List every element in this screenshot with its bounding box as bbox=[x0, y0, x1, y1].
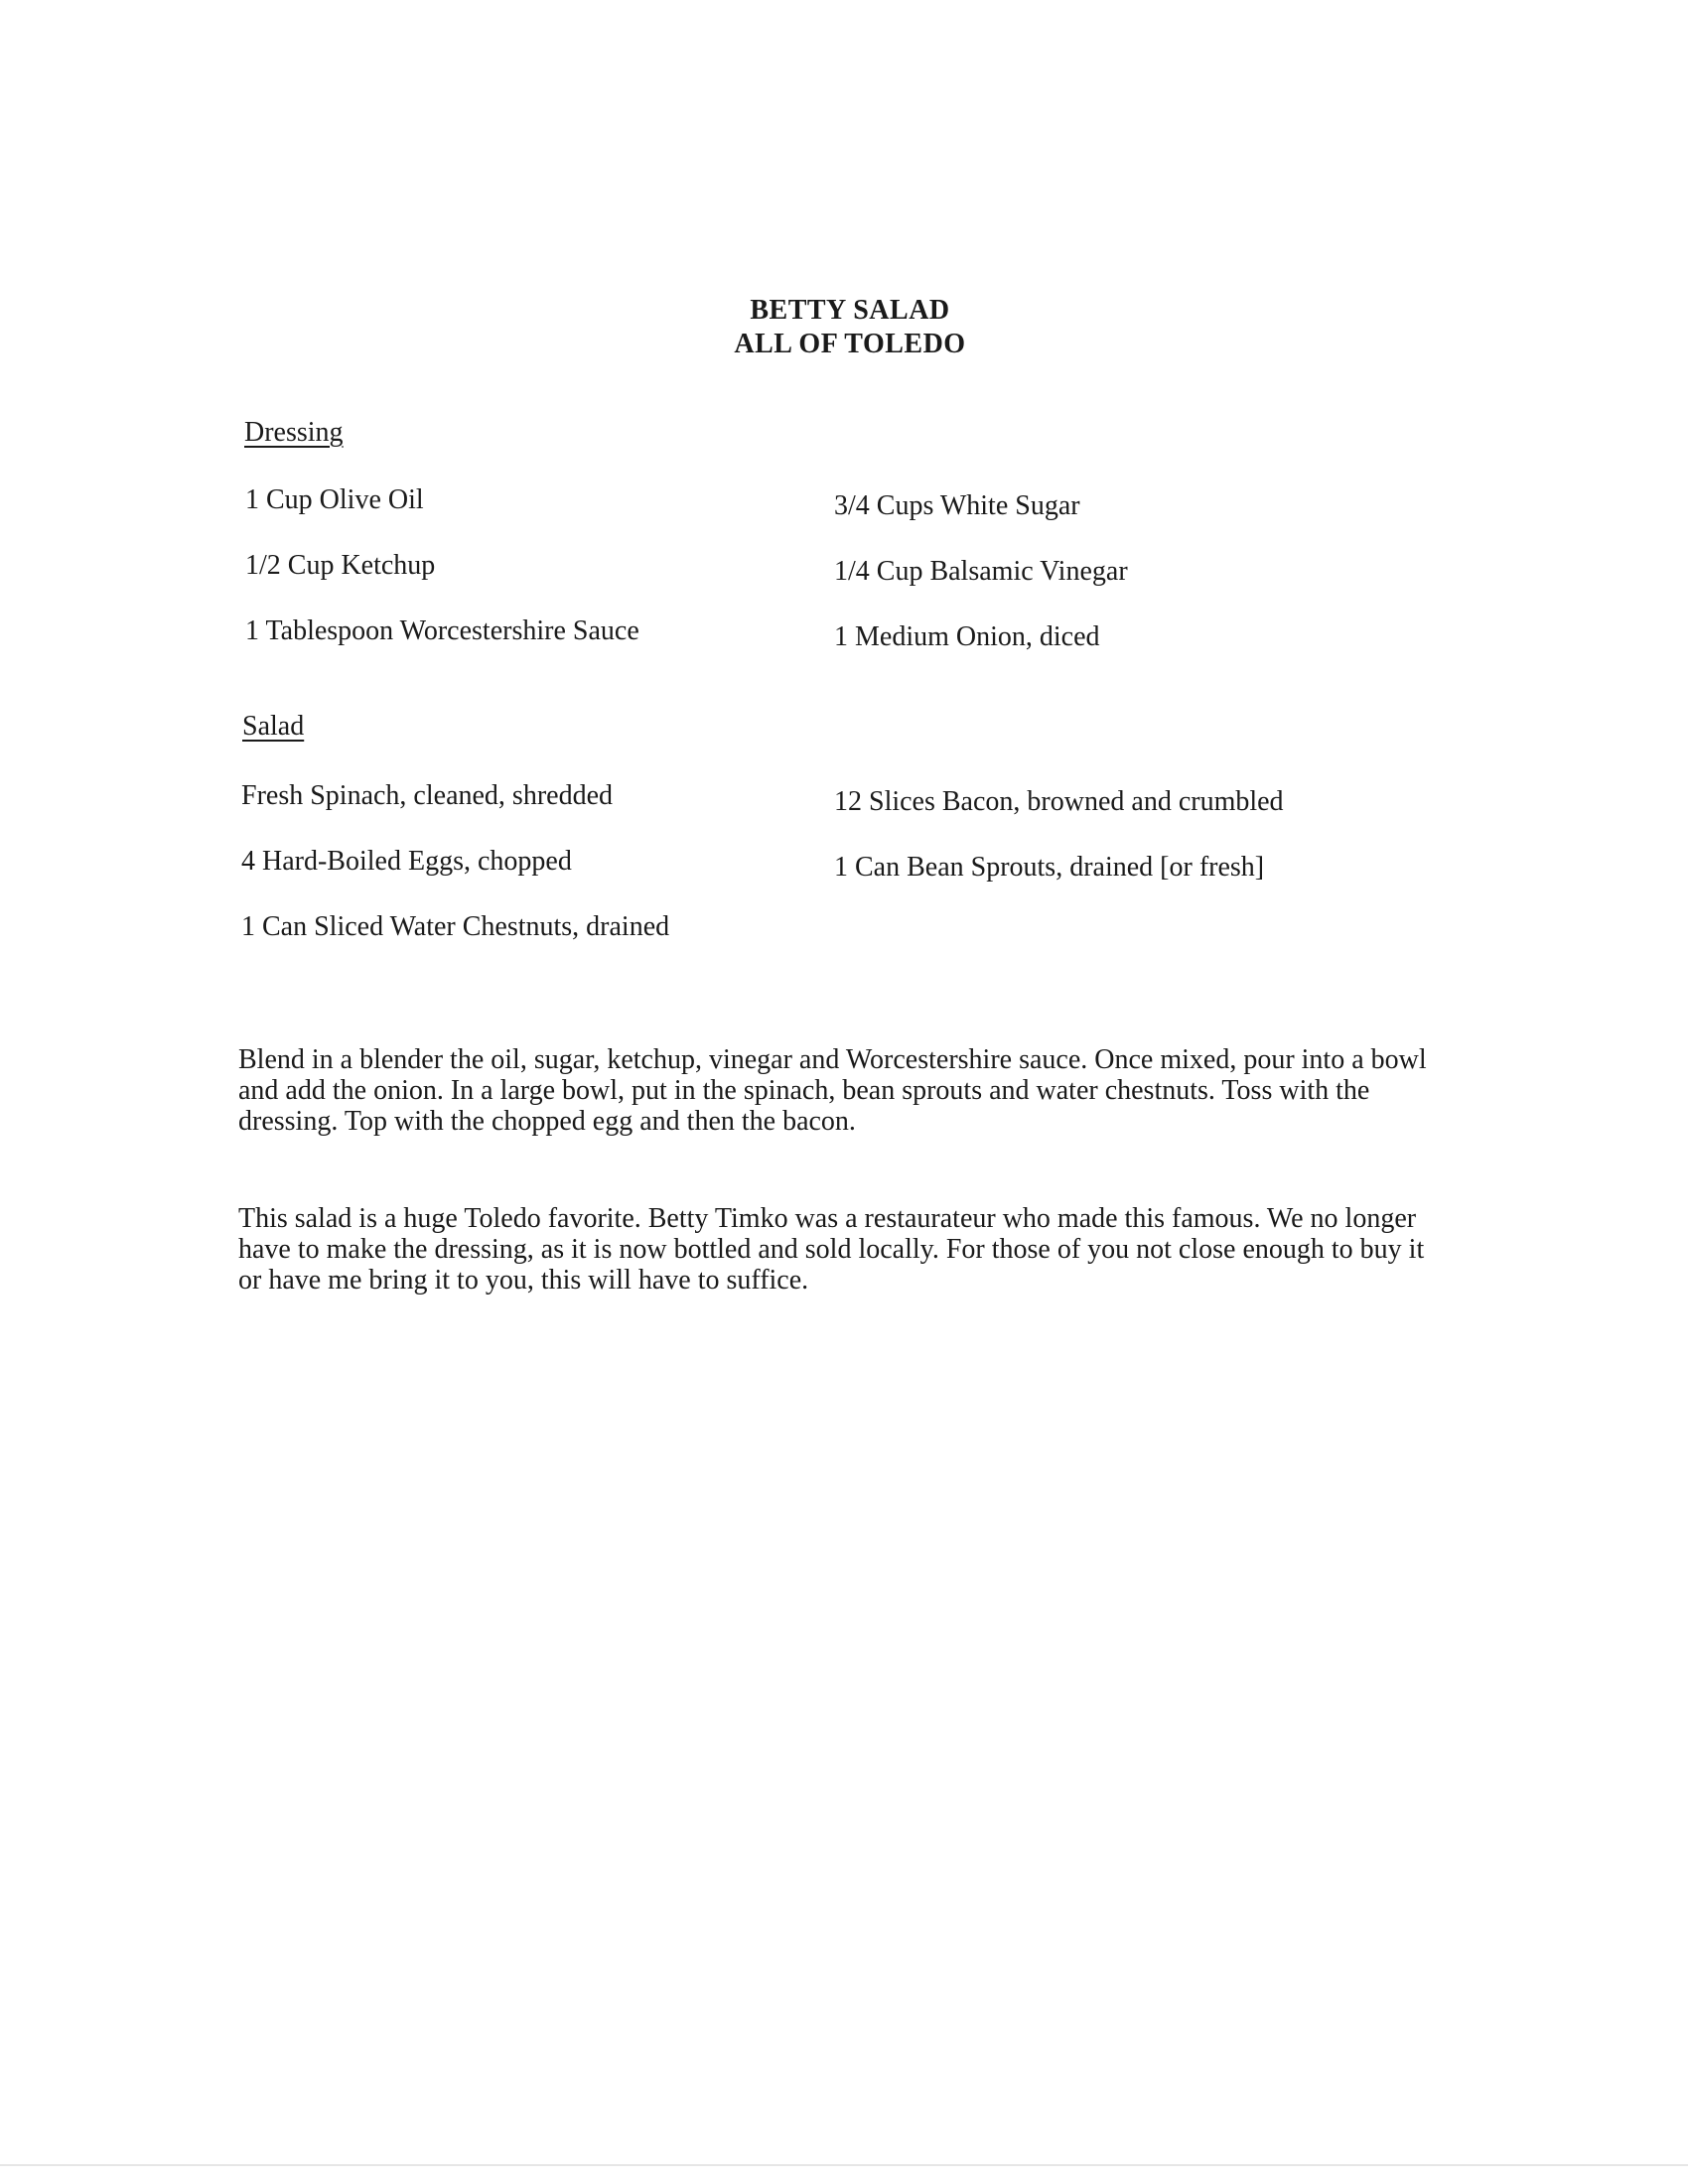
salad-item-eggs: 4 Hard-Boiled Eggs, chopped bbox=[241, 846, 572, 877]
dressing-heading: Dressing bbox=[244, 417, 344, 448]
dressing-item-vinegar: 1/4 Cup Balsamic Vinegar bbox=[834, 556, 1128, 587]
salad-item-spinach: Fresh Spinach, cleaned, shredded bbox=[241, 780, 613, 811]
salad-heading: Salad bbox=[242, 711, 305, 742]
instructions-paragraph: Blend in a blender the oil, sugar, ketchup, vinegar and Worcestershire sauce. Once mixed, pour into a bowl and add the onion. In a large bowl, put in the spinach, bean sprouts and water chestnuts. Toss with the dressing. Top with the chopped egg and then the bacon. bbox=[238, 1044, 1427, 1137]
dressing-item-worcestershire: 1 Tablespoon Worcestershire Sauce bbox=[245, 615, 639, 646]
dressing-item-onion: 1 Medium Onion, diced bbox=[834, 621, 1100, 652]
scan-edge-line bbox=[0, 2164, 1688, 2166]
dressing-item-sugar: 3/4 Cups White Sugar bbox=[834, 490, 1080, 521]
recipe-title bbox=[0, 294, 1688, 361]
title-line-2: ALL OF TOLEDO bbox=[734, 329, 966, 359]
salad-item-bacon: 12 Slices Bacon, browned and crumbled bbox=[834, 786, 1284, 817]
title-line-1: BETTY SALAD bbox=[750, 295, 950, 326]
dressing-item-ketchup: 1/2 Cup Ketchup bbox=[245, 550, 436, 581]
salad-item-bean-sprouts: 1 Can Bean Sprouts, drained [or fresh] bbox=[834, 852, 1265, 883]
dressing-item-olive-oil: 1 Cup Olive Oil bbox=[245, 484, 424, 515]
salad-item-water-chestnuts: 1 Can Sliced Water Chestnuts, drained bbox=[241, 911, 670, 942]
notes-paragraph: This salad is a huge Toledo favorite. Betty Timko was a restaurateur who made this famous. We no longer have to make the dressing, as it is now bottled and sold locally. For those of you not close enough to buy it or have me bring it to you, this will have to suffice. bbox=[238, 1203, 1425, 1296]
